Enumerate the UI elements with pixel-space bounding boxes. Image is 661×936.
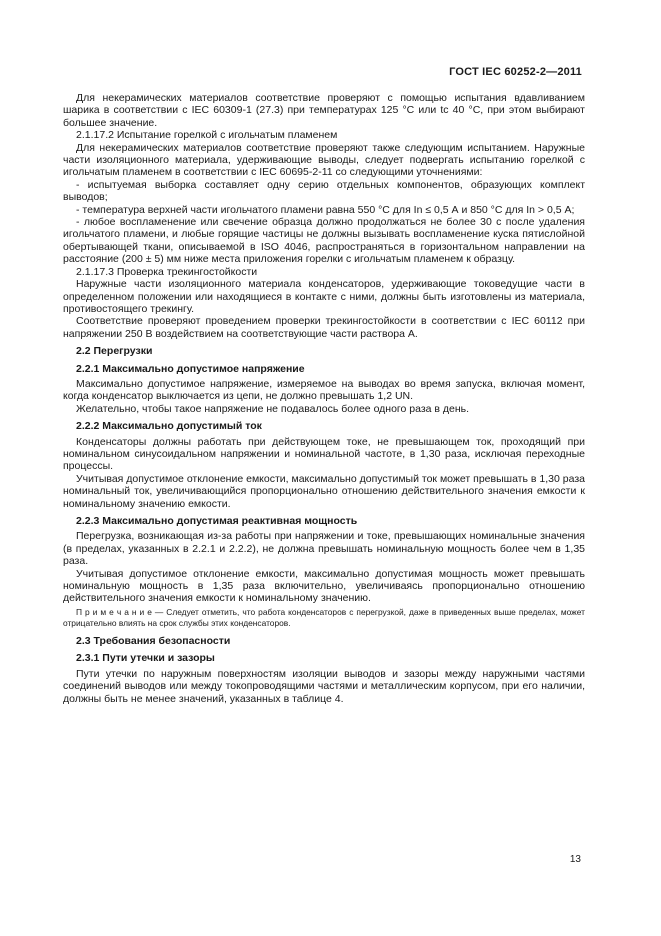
paragraph: Перегрузка, возникающая из-за работы при напряжении и токе, превышающих номинальные значения (в пределах, указанных в 2.2.1 и 2.2.2), не должна превышать номинальную мощность более чем в 1,35 раза. <box>63 530 585 568</box>
paragraph: Пути утечки по наружным поверхностям изоляции выводов и зазоры между наружными частями соединений выводов или между токопроводящими частями и металлическим корпусом, при его наличии, должны быть не менее значений, указанных в таблице 4. <box>63 667 585 705</box>
list-item: - температура верхней части игольчатого пламени равна 550 °С для In ≤ 0,5 А и 850 °С для In > 0,5 А; <box>76 203 575 216</box>
section-heading: 2.3.1 Пути утечки и зазоры <box>76 652 215 665</box>
section-heading: 2.2.1 Максимально допустимое напряжение <box>76 362 305 375</box>
paragraph: Конденсаторы должны работать при действующем токе, не превышающем ток, проходящий при номинальном синусоидальном напряжении и номинальной частоте, в 1,30 раза, исключая переходные процессы. <box>63 435 585 473</box>
clause-heading: 2.1.17.3 Проверка трекингостойкости <box>76 265 258 278</box>
paragraph: Желательно, чтобы такое напряжение не подавалось более одного раза в день. <box>76 402 470 415</box>
section-heading: 2.2 Перегрузки <box>76 345 153 358</box>
document-body <box>63 92 585 705</box>
paragraph: Для некерамических материалов соответствие проверяют также следующим испытанием. Наружные части изоляционного материала, удерживающие выводы, следует подвергать испытанию горелкой с игольчатым пламенем в соответствии с IEC 60695-2-11 со следующими уточнениями: <box>63 141 585 179</box>
paragraph: Для некерамических материалов соответствие проверяют с помощью испытания вдавливанием шарика в соответствии с IEC 60309-1 (27.3) при температурах 125 °С или tc 40 °С, при этом выбирают большее значение. <box>63 92 585 129</box>
section-heading: 2.2.2 Максимально допустимый ток <box>76 420 262 433</box>
list-item: - любое воспламенение или свечение образца должно продолжаться не более 30 с после удаления игольчатого пламени, и любые горящие частицы не должны вызывать воспламенение куска пятислойной обертывающей ткани, описываемой в ISO 4046, распространяться в горизонтальном направлении на расстояние (200 ± 5) мм ниже места приложения горелки с игольчатым пламенем к образцу. <box>63 216 585 266</box>
paragraph: Соответствие проверяют проведением проверки трекингостойкости в соответствии с IEC 60112 при напряжении 250 В воздействием на соответствующие части раствора А. <box>63 315 585 340</box>
clause-heading: 2.1.17.2 Испытание горелкой с игольчатым пламенем <box>76 129 338 142</box>
paragraph: Учитывая допустимое отклонение емкости, максимально допустимая мощность может превышать номинальную мощность в 1,35 раза включительно, увеличиваясь пропорционально отношению действительного значения емкости к номинальному значению. <box>63 567 585 605</box>
section-heading: 2.2.3 Максимально допустимая реактивная мощность <box>76 515 358 527</box>
paragraph: Наружные части изоляционного материала конденсаторов, удерживающие токоведущие части в определенном положении или находящиеся в контакте с ними, должны быть изготовлены из материала, противостоящего трекингу. <box>63 278 585 315</box>
paragraph: Максимально допустимое напряжение, измеряемое на выводах во время запуска, включая момент, когда конденсатор выключается из цепи, не должно превышать 1,2 UN. <box>63 377 585 403</box>
list-item: - испытуемая выборка составляет одну серию отдельных компонентов, образующих комплект выводов; <box>63 178 585 204</box>
note: П р и м е ч а н и е — Следует отметить, что работа конденсаторов с перегрузкой, даже в приведенных выше пределах, может отрицательно влиять на срок службы этих конденсаторов. <box>63 606 585 629</box>
paragraph: Учитывая допустимое отклонение емкости, максимально допустимый ток может превышать в 1,30 раза номинальный ток, увеличивающийся пропорционально отношению действительного значения емкости к номинальному значению емкости. <box>63 472 585 510</box>
document-header: ГОСТ IEC 60252-2—2011 <box>449 66 582 78</box>
page-number: 13 <box>569 854 581 865</box>
section-heading: 2.3 Требования безопасности <box>76 635 231 648</box>
